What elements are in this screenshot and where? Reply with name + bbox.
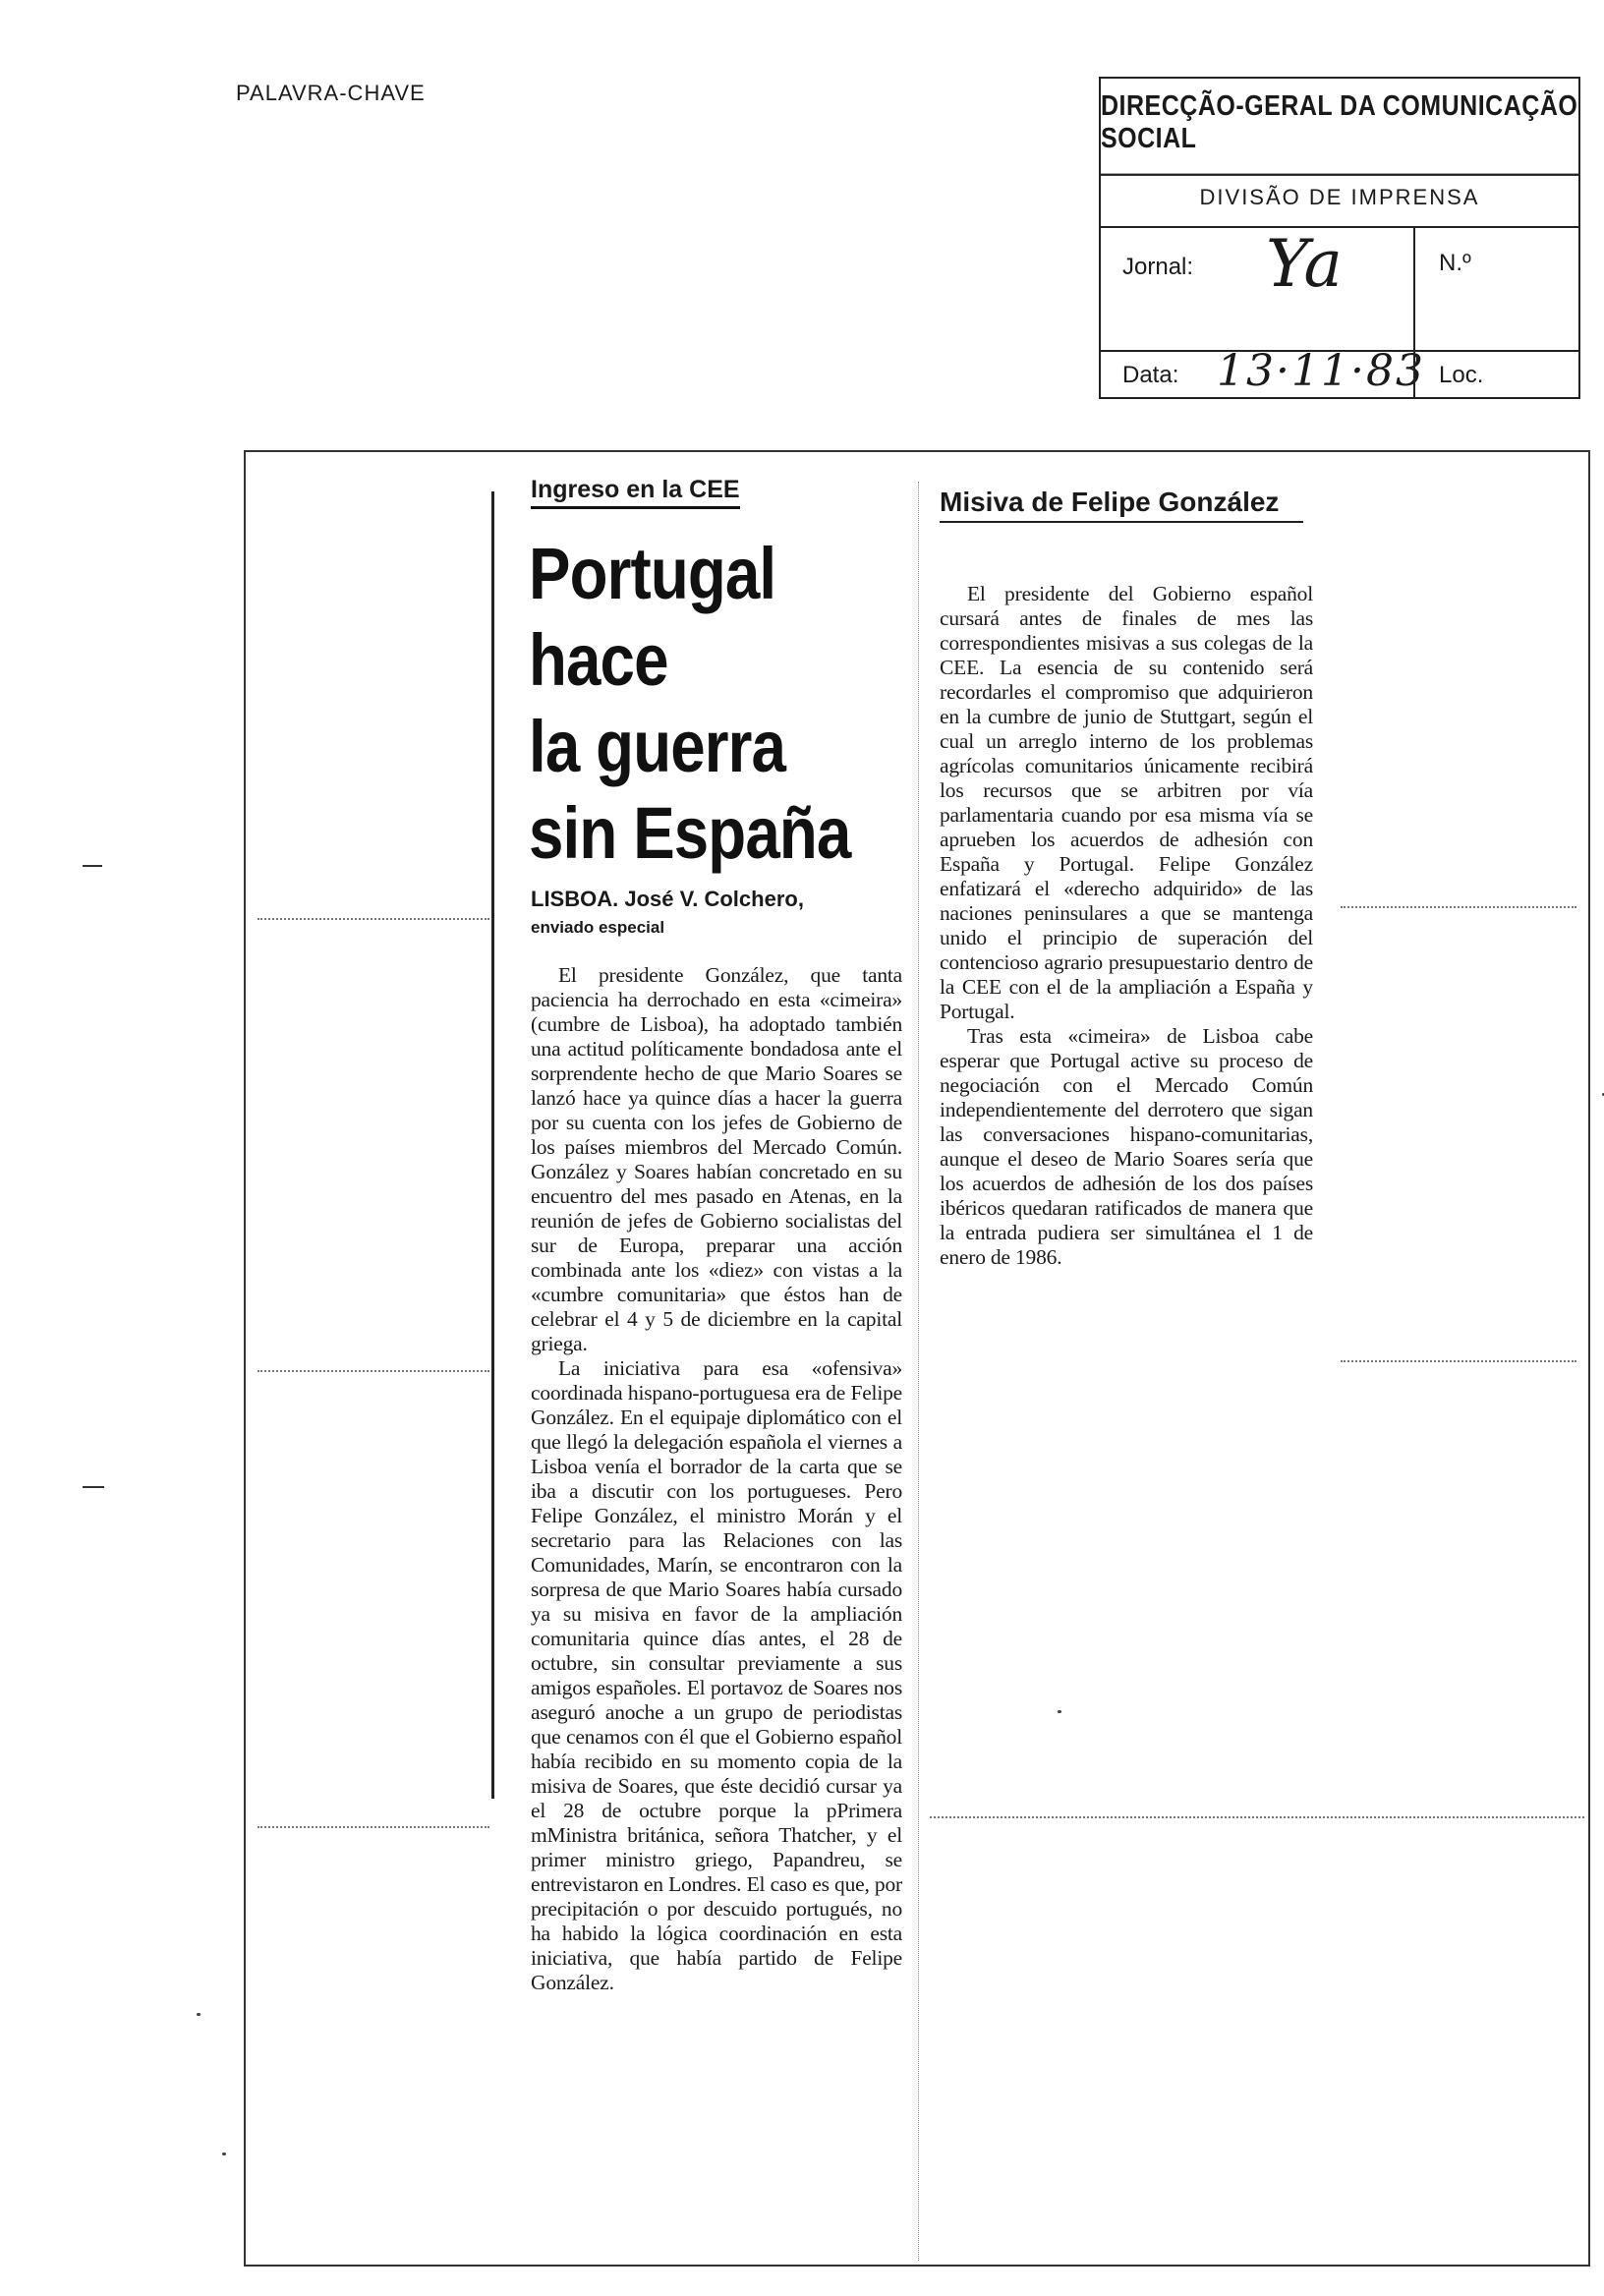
edge-mark (83, 1486, 104, 1488)
stamp-header: DIRECÇÃO-GERAL DA COMUNICAÇÃO SOCIAL (1101, 72, 1578, 176)
speck (1058, 1710, 1061, 1713)
jornal-label: Jornal: (1122, 254, 1194, 280)
data-label: Data: (1122, 362, 1179, 388)
headline-line: sin España (529, 792, 851, 874)
sidebar-paragraph: Tras esta «cimeira» de Lisboa cabe esperar que Portugal active su proceso de negociación con el Mercado Común independientemente del derrotero que sigan las conversaciones hispano-comunitarias, aunque el deseo de Mario Soares sería que los acuerdos de adhesión de los dos países ibéricos quedaran ratificados de manera que la entrada pudiera ser simultánea el 1 de enero de 1986. (940, 1024, 1313, 1269)
byline-role: enviado especial (531, 918, 665, 937)
stamp-data-row (1101, 346, 1578, 397)
fold-mark (258, 918, 489, 920)
sidebar-paragraph: El presidente del Gobierno español cursará antes de finales de mes las correspondientes misivas a sus colegas de la CEE. La esencia de su contenido será recordarles el compromiso que adquirieron en la cumbre de junio de Stuttgart, según el cual un arreglo interno de los problemas agrícolas comunitarios únicamente recibirá los recursos que se arbitren por vía parlamentaria cuando por esa misma vía se aprueben los acuerdos de adhesión con España y Portugal. Felipe González enfatizará el «derecho adquirido» de las naciones peninsulares a que se mantenga unido el principio de superación del contencioso agrario presupuestario dentro de la CEE con el de la ampliación a España y Portugal. (940, 582, 1313, 1023)
stamp-divider (1413, 228, 1415, 350)
article-paragraph: El presidente González, que tanta paciencia ha derrochado en esta «cimeira» (cumbre de Lisboa), ha adoptado también una actitud políticamente bondadosa ante el sorprendente hecho de que Mario Soares se lanzó hace ya quince días a hacer la guerra por su cuenta con los jefes de Gobierno de los países miembros del Mercado Común. González y Soares habían concretado en su encuentro del mes pasado en Atenas, en la reunión de jefes de Gobierno socialistas del sur de Europa, preparar una acción combinada ante los «diez» con vistas a la «cumbre comunitaria» que éstos han de celebrar el 4 y 5 de diciembre en la capital griega. (531, 963, 902, 1355)
headline-line: la guerra (529, 706, 786, 787)
article-paragraph: La iniciativa para esa «ofensiva» coordinada hispano-portuguesa era de Felipe González. En el equipaje diplomático con el que llegó la delegación española el viernes a Lisboa venía el borrador de la carta que se iba a discutir con los portugueses. Pero Felipe González, el ministro Morán y el secretario para las Relaciones con las Comunidades, Marín, se encontraron con la sorpresa de que Mario Soares había cursado ya su misiva en favor de la ampliación comunitaria quince días antes, el 28 de octubre, sin consultar previamente a sus amigos españoles. El portavoz de Soares nos aseguró anoche a un grupo de periodistas que cenamos con él que el Gobierno español había recibido en su momento copia de la misiva de Soares, que éste decidió cursar ya el 28 de octubre porque la pPrimera mMinistra británica, señora Thatcher, y el primer ministro griego, Papandreu, se entrevistaron en Londres. El caso es que, por precipitación o por descuido portugués, no ha habido la lógica coordinación en esta iniciativa, que había partido de Felipe González. (531, 1356, 902, 1994)
fold-mark (1341, 906, 1576, 908)
jornal-handwritten-value: Ya (1266, 226, 1343, 302)
loc-label: Loc. (1439, 362, 1484, 388)
headline-line: Portugal (529, 533, 776, 614)
speck (222, 2152, 226, 2155)
kicker: Ingreso en la CEE (531, 476, 740, 509)
fold-mark (258, 1826, 489, 1828)
speck (197, 2013, 200, 2016)
stamp-divider (1413, 352, 1415, 397)
margin-mark (491, 491, 494, 1799)
byline: LISBOA. José V. Colchero, (531, 887, 804, 911)
fold-mark (1341, 1360, 1576, 1362)
sidebar-body (940, 582, 1313, 1270)
sidebar-title: Misiva de Felipe González (940, 486, 1303, 523)
stamp-division: DIVISÃO DE IMPRENSA (1101, 169, 1578, 228)
edge-mark (83, 865, 102, 867)
stamp-jornal-row (1101, 228, 1578, 352)
headline-line: hace (529, 619, 668, 701)
article-body (531, 963, 902, 1995)
headline (529, 531, 922, 877)
fold-mark (258, 1370, 489, 1372)
data-handwritten-value: 13·11·83 (1217, 346, 1425, 396)
numero-label: N.º (1439, 250, 1471, 276)
fold-mark (930, 1816, 1584, 1818)
press-clipping-stamp (1099, 77, 1580, 399)
keyword-label: PALAVRA-CHAVE (236, 81, 426, 105)
